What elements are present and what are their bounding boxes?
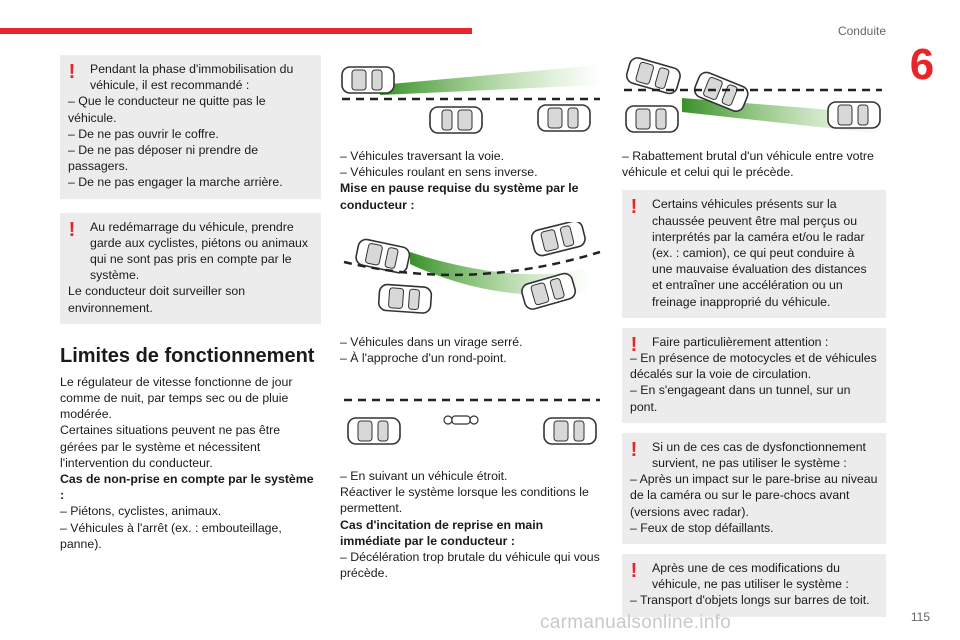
header-accent-bar: [0, 28, 472, 34]
list-item: – En présence de motocycles et de véhicules décalés sur la voie de circulation.: [630, 351, 877, 382]
car-icon: [342, 67, 394, 93]
column-1: [60, 55, 321, 552]
list-item: – Véhicules traversant la voie.: [340, 149, 505, 163]
section-title: Conduite: [837, 24, 886, 38]
car-icon: [355, 238, 411, 274]
list-item: – Feux de stop défaillants.: [630, 520, 774, 535]
column-2-block-1: [340, 148, 604, 213]
column-2-block-3: [340, 468, 604, 581]
list-item: – En s'engageant dans un tunnel, sur un pont.: [630, 383, 851, 414]
paragraph: Le régulateur de vitesse fonctionne de jour comme de nuit, par temps sec ou de pluie modérée.: [60, 374, 293, 422]
list-item: – À l'approche d'un rond-point.: [340, 351, 507, 366]
list-item: – Décélération trop brutale du véhicule qui vous précède.: [340, 550, 600, 581]
list-item: – Piétons, cyclistes, animaux.: [60, 504, 222, 519]
detection-beam: [380, 65, 600, 95]
list-item: – De ne pas ouvrir le coffre.: [68, 126, 219, 141]
warning-text: Après une de ces modifications du véhicule, ne pas utiliser le système :: [652, 561, 849, 592]
watermark: carmanualsonline.info: [540, 612, 732, 633]
list-item: – Véhicules à l'arrêt (ex. : embouteillage, panne).: [60, 520, 282, 551]
warning-exclamation-icon: !: [630, 560, 638, 583]
car-icon: [430, 107, 482, 133]
illustration-crossing-vehicles: [340, 55, 602, 143]
paragraph: Certaines situations peuvent ne pas être gérées par le système et nécessitent l'intervention du conducteur.: [60, 423, 281, 470]
section-heading: Limites de fonctionnement: [60, 344, 315, 367]
warning-exclamation-icon: !: [630, 438, 638, 461]
list-item: – Que le conducteur ne quitte pas le véhicule.: [68, 94, 266, 125]
warning-exclamation-icon: !: [630, 196, 638, 219]
list-item: – Véhicules dans un virage serré.: [340, 335, 523, 349]
bold-paragraph: Cas de non-prise en compte par le système :: [60, 472, 314, 503]
list-item: – Rabattement brutal d'un véhicule entre votre véhicule et celui qui le précède.: [622, 149, 874, 180]
car-icon: [538, 105, 590, 131]
list-item: – Après un impact sur le pare-brise au niveau de la caméra ou sur le pare-chocs avant (versions avec radar).: [630, 472, 878, 519]
illustration-cut-in: [622, 52, 884, 138]
warning-text: Si un de ces cas de dysfonctionnement survient, ne pas utiliser le système :: [652, 439, 866, 471]
body-text: [60, 374, 321, 552]
list-item: – De ne pas engager la marche arrière.: [68, 175, 283, 190]
bicycle-icon: [444, 416, 478, 424]
car-icon: [348, 418, 400, 444]
bold-paragraph: Mise en pause requise du système par le conducteur :: [340, 181, 579, 212]
warning-text: Au redémarrage du véhicule, prendre garde aux cyclistes, piétons ou animaux qui ne sont pas pris en compte par le système.: [90, 219, 309, 283]
warning-exclamation-icon: !: [68, 61, 76, 83]
list-item: – De ne pas déposer ni prendre de passagers.: [68, 143, 259, 174]
car-icon: [828, 102, 880, 128]
illustration-narrow-vehicle: [340, 392, 602, 454]
paragraph: Réactiver le système lorsque les conditions le permettent.: [340, 485, 589, 516]
car-icon: [378, 284, 432, 314]
warning-box-modifications: [622, 554, 886, 617]
warning-text: Le conducteur doit surveiller son environnement.: [68, 284, 246, 315]
car-icon: [530, 222, 587, 257]
warning-text: Pendant la phase d'immobilisation du véhicule, il est recommandé :: [90, 62, 294, 93]
warning-text: Certains véhicules présents sur la chaussée peuvent être mal perçus ou interprétés par la caméra et/ou le radar (ex. : camion), ce qui peut conduire à une mauvaise évaluation des distances et entraîner une accélération ou un freinage inapproprié du véhicule.: [652, 197, 867, 309]
illustration-tight-curve: [340, 222, 602, 326]
warning-box-attention: [622, 328, 886, 423]
warning-box-malfunction: [622, 433, 886, 544]
warning-text: Faire particulièrement attention :: [652, 334, 829, 349]
warning-box-restart: [60, 213, 321, 324]
warning-box-immobilisation: [60, 55, 321, 199]
car-icon: [544, 418, 596, 444]
list-item: – Véhicules roulant en sens inverse.: [340, 165, 538, 180]
warning-exclamation-icon: !: [68, 218, 76, 241]
bold-paragraph: Cas d'incitation de reprise en main immédiate par le conducteur :: [340, 517, 544, 548]
list-item: – En suivant un véhicule étroit.: [340, 469, 508, 483]
column-3: [622, 148, 886, 617]
car-icon: [626, 106, 678, 132]
warning-exclamation-icon: !: [630, 333, 638, 356]
column-2-block-2: [340, 334, 604, 366]
chapter-number: 6: [909, 40, 935, 89]
warning-box-perception: [622, 190, 886, 317]
list-item: – Transport d'objets longs sur barres de toit.: [630, 593, 870, 608]
page-number: 115: [910, 610, 930, 624]
